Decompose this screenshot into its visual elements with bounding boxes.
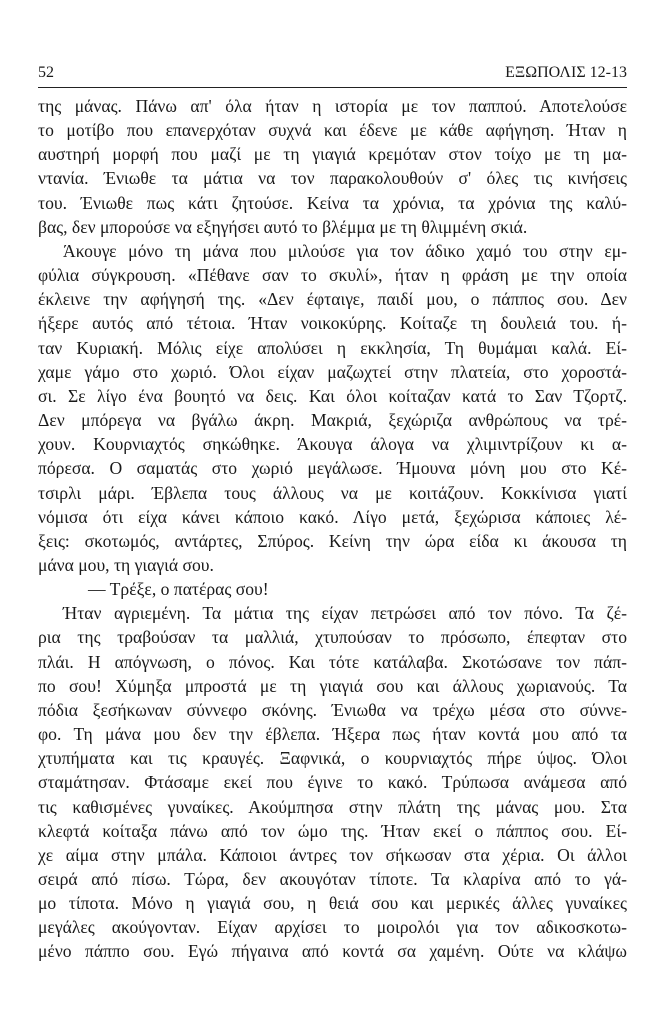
text-line: έκλεινε την αφήγησή της. «Δεν έφταιγε, παιδί μου, ο πάππος σου. Δεν [38, 289, 627, 310]
text-line: μο τίποτα. Μόνο η γιαγιά σου, η θειά σου και μερικές άλλες γυναίκες [38, 893, 627, 914]
text-line: χαμε γάμο στο χωριό. Όλοι είχαν μαζωχτεί στην πλατεία, στο χοροστά- [38, 361, 627, 382]
text-line: φύλια σύγκρουση. «Πέθανε σαν το σκυλί», ήταν η φράση με την οποία [38, 265, 627, 286]
text-line: τις καθισμένες γυναίκες. Ακούμπησα στην πλάτη της μάνας μου. Στα [38, 796, 627, 817]
text-line: Δεν μπόρεγα να βγάλω άκρη. Μακριά, ξεχώριζα ανθρώπους να τρέ- [38, 410, 627, 431]
text-line: φο. Τη μάνα μου δεν την έβλεπα. Ήξερα πως ήταν κοντά μου από τα [38, 724, 627, 745]
body-text [38, 94, 627, 964]
text-line: ταν Κυριακή. Μόλις είχε απολύσει η εκκλησία, Τη θυμάμαι καλά. Εί- [38, 337, 627, 358]
page-header [38, 60, 627, 82]
text-line: μένο πάππο σου. Εγώ πήγαινα από κοντά σα χαμένη. Ούτε να κλάψω [38, 941, 627, 962]
text-line: του. Ένιωθε πως κάτι ζητούσε. Κείνα τα χρόνια, τα χρόνια της καλύ- [38, 192, 627, 213]
text-line: της μάνας. Πάνω απ' όλα ήταν η ιστορία με τον παππού. Αποτελούσε [38, 96, 627, 116]
text-line: Ήταν αγριεμένη. Τα μάτια της είχαν πετρώσει από τον πόνο. Τα ζέ- [63, 603, 627, 624]
text-line: ξεις: σκοτωμός, αντάρτες, Σπύρος. Κείνη την ώρα είδα κι άκουσα τη [38, 530, 627, 551]
text-line: βας, δεν μπορούσε να εξηγήσει αυτό το βλέμμα με τη θλιμμένη σκιά. [38, 216, 528, 237]
text-line: ντανία. Ένιωθε τα μάτια να τον παρακολουθούν σ' όλες τις κινήσεις [38, 168, 627, 189]
text-line: χτυπήματα και τις κραυγές. Ξαφνικά, ο κουρνιαχτός πήρε ύψος. Όλοι [38, 748, 627, 769]
text-line: πόρεσα. Ο σαματάς στο χωριό μεγάλωσε. Ήμουνα μόνη μου στο Κέ- [38, 458, 627, 479]
text-line: νόμισα ότι είχα κάνει κάποιο κακό. Λίγο μετά, ξεχώρισα κάποιες λέ- [38, 506, 627, 527]
text-line: σειρά από πίσω. Τώρα, δεν ακουγόταν τίποτε. Τα κλαρίνα από το γά- [38, 869, 627, 889]
text-line: Άκουγε μόνο τη μάνα που μιλούσε για τον άδικο χαμό του στην εμ- [63, 240, 627, 261]
text-line: πλάι. Η απόγνωση, ο πόνος. Και τότε κατάλαβα. Σκοτώσανε τον πάπ- [38, 651, 627, 672]
text-line: ρια της τραβούσαν τα μαλλιά, χτυπούσαν το πρόσωπο, έπεφταν στο [38, 627, 627, 648]
text-line: ήξερε αυτός από τέτοια. Ήταν νοικοκύρης. Κοίταζε τη δουλειά του. ή- [38, 313, 627, 334]
text-line: χουν. Κουρνιαχτός σηκώθηκε. Άκουγα άλογα να χλιμιντρίζουν κι α- [38, 434, 627, 455]
text-line: σι. Σε λίγο ένα βουητό να δεις. Και όλοι κοίταζαν κατά το Σαν Τζορτζ. [38, 385, 627, 406]
text-line: το μοτίβο που επανερχόταν συχνά και έδενε με κάθε αφήγηση. Ήταν η [38, 120, 627, 141]
text-line: αυστηρή μορφή που μαζί με τη γιαγιά κρεμόταν στον τοίχο με τη μα- [38, 144, 627, 165]
running-title: ΕΞΩΠΟΛΙΣ 12-13 [505, 64, 627, 81]
text-line: μεγάλες ακούγονταν. Είχαν αρχίσει το μοιρολόι για τον αδικοσκοτω- [38, 917, 627, 938]
text-line: μάνα μου, τη γιαγιά σου. [38, 554, 214, 575]
page-number: 52 [38, 64, 54, 81]
text-line: σταμάτησαν. Φτάσαμε εκεί που έγινε το κακό. Τρύπωσα ανάμεσα από [38, 772, 627, 793]
header-rule [38, 87, 627, 88]
text-line: πόδια ξεσήκωναν σύννεφο σκόνης. Ένιωθα να τρέχω μέσα στο σύννε- [38, 699, 627, 720]
text-line: — Τρέξε, ο πατέρας σου! [88, 579, 269, 600]
text-line: τσιρλι μάρι. Έβλεπα τους άλλους να με κοιτάζουν. Κοκκίνισα γιατί [38, 482, 627, 503]
text-line: χε αίμα στην μπάλα. Κάποιοι άντρες τον σήκωσαν στα χέρια. Οι άλλοι [38, 844, 627, 865]
text-line: πο σου! Χύμηξα μπροστά με τη γιαγιά σου και άλλους χωριανούς. Τα [38, 675, 627, 696]
text-line: κλεφτά κοίταξα πάνω από τον ώμο της. Ήταν εκεί ο πάππος σου. Εί- [38, 820, 627, 841]
